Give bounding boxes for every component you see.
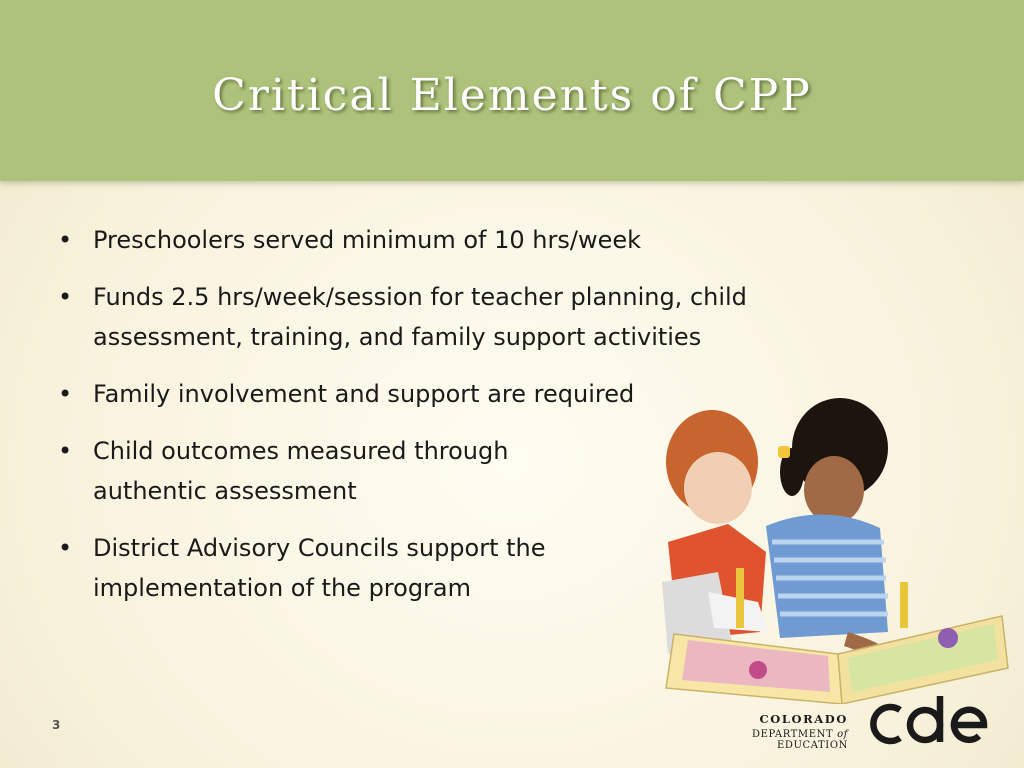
- bullet-text: District Advisory Councils support the implementation of the program: [93, 534, 546, 602]
- slide-title: Critical Elements of CPP: [212, 70, 812, 121]
- bullet-text: Family involvement and support are required: [93, 380, 635, 408]
- logo-of-text: of: [837, 729, 848, 740]
- bullet-marker: •: [58, 283, 73, 311]
- bullet-marker: •: [58, 534, 73, 562]
- bullet-marker: •: [58, 380, 73, 408]
- logo-line-colorado: COLORADO: [759, 712, 848, 726]
- bullet-marker: •: [58, 437, 73, 465]
- bullet-marker: •: [58, 226, 73, 254]
- page-number: 3: [52, 718, 61, 732]
- cde-logo-mark: [860, 692, 990, 748]
- children-reading-photo: [648, 392, 1010, 704]
- logo-line-department: [690, 729, 848, 751]
- logo-education-text: EDUCATION: [776, 740, 848, 751]
- bullet-text: Funds 2.5 hrs/week/session for teacher planning, child assessment, training, and family support activities: [93, 283, 747, 351]
- cde-logo: [690, 692, 990, 751]
- bullet-text: Child outcomes measured through authentic assessment: [93, 437, 509, 505]
- title-banner: [0, 0, 1024, 181]
- bullet-text: Preschoolers served minimum of 10 hrs/week: [93, 226, 642, 254]
- logo-department-text: DEPARTMENT: [751, 729, 838, 740]
- bullet-item: [58, 220, 878, 260]
- logo-wordmark: [690, 712, 848, 751]
- bullet-item: [58, 277, 878, 357]
